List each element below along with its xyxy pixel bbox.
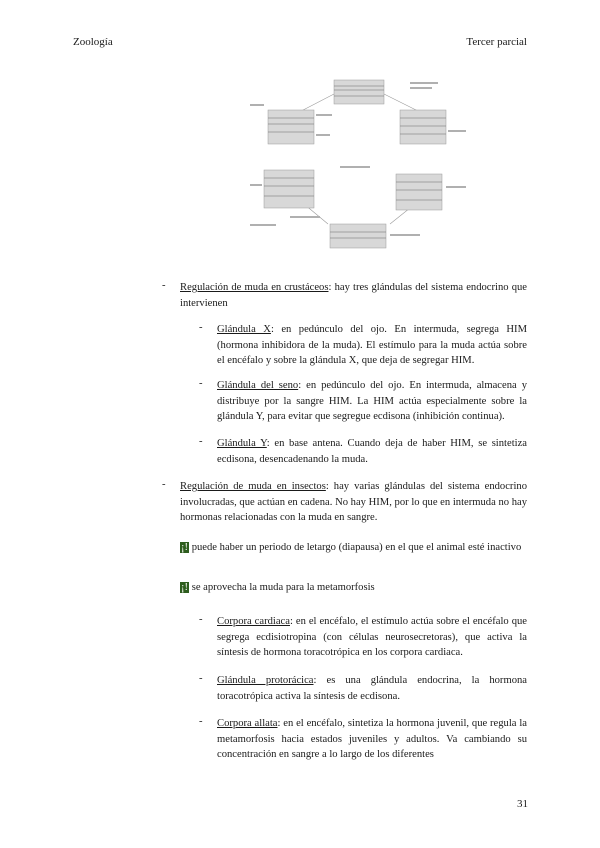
paragraph-crustaceans <box>180 280 527 311</box>
paragraph-insects <box>180 479 527 526</box>
item-text: : es una glándula endocrina, la hormona toracotrópica activa la síntesis de ecdisona. <box>217 675 527 702</box>
item-text: : hay varias glándulas del sistema endocrino involucradas, que actúan en cadena. No hay HIM, por lo que en intermuda no hay hormonas relacionadas con la muda en sangre. <box>180 481 527 524</box>
item-text: : en el encéfalo, sintetiza la hormona juvenil, que regula la metamorfosis hacia estados juveniles y adultos. Va cambiando su concentración en sangre a lo largo de los diferentes <box>217 718 527 761</box>
bullet-dash: - <box>162 280 166 291</box>
paragraph-gland-y <box>217 436 527 467</box>
header-left: Zoología <box>73 36 113 48</box>
paragraph-corpora-cardiaca <box>217 614 527 661</box>
item-title: Glándula del seno <box>217 380 299 391</box>
item-title: Regulación de muda en crustáceos <box>180 282 329 293</box>
bullet-dash: - <box>162 479 166 490</box>
bullet-dash: - <box>199 716 203 727</box>
item-text: : en el encéfalo, el estímulo actúa sobre el encéfalo que segrega ecdisiotropina (con células neurosecretoras), que activa la síntesis de hormona toracotrópica en los corpora cardiaca. <box>217 616 527 659</box>
highlight-mark: ¡! <box>181 542 189 553</box>
bullet-dash: - <box>199 614 203 625</box>
item-title: Glándula Y <box>217 438 267 449</box>
item-text: : en pedúnculo del ojo. En intermuda, segrega HIM (hormona inhibidora de la muda). El estímulo para la muda actúa sobre el encéfalo y sobre la glándula X, que deja de segregar HIM. <box>217 324 527 367</box>
item-text: : en pedúnculo del ojo. En intermuda, almacena y distribuye por la sangre HIM. La HIM actúa especialmente sobre la glándula Y, para evitar que segregue ecdisona (inhibición continua). <box>217 380 527 423</box>
note-text: puede haber un periodo de letargo (diapausa) en el que el animal esté inactivo <box>189 542 522 553</box>
bullet-dash: - <box>199 673 203 684</box>
highlight-mark: ¡! <box>181 582 189 593</box>
paragraph-gland-x <box>217 322 527 369</box>
bullet-dash: - <box>199 322 203 333</box>
note-text: se aprovecha la muda para la metamorfosis <box>189 582 375 593</box>
bullet-dash: - <box>199 378 203 389</box>
molt-cycle-figure <box>250 74 468 254</box>
item-title: Corpora allata <box>217 718 278 729</box>
note-metamorphosis <box>180 580 527 596</box>
paragraph-sinus-gland <box>217 378 527 425</box>
item-text: : en base antena. Cuando deja de haber HIM, se sintetiza ecdisona, desencadenando la muda. <box>217 438 527 465</box>
paragraph-prothoracic-gland <box>217 673 527 704</box>
bullet-dash: - <box>199 436 203 447</box>
item-title: Regulación de muda en insectos <box>180 481 326 492</box>
item-title: Glándula X <box>217 324 271 335</box>
header-right: Tercer parcial <box>466 36 527 48</box>
page-number: 31 <box>517 798 528 810</box>
item-title: Glándula protorácica <box>217 675 314 686</box>
item-title: Corpora cardiaca <box>217 616 290 627</box>
item-text: : hay tres glándulas del sistema endocrino que intervienen <box>180 282 527 309</box>
note-diapause <box>180 540 527 556</box>
paragraph-corpora-allata <box>217 716 527 763</box>
